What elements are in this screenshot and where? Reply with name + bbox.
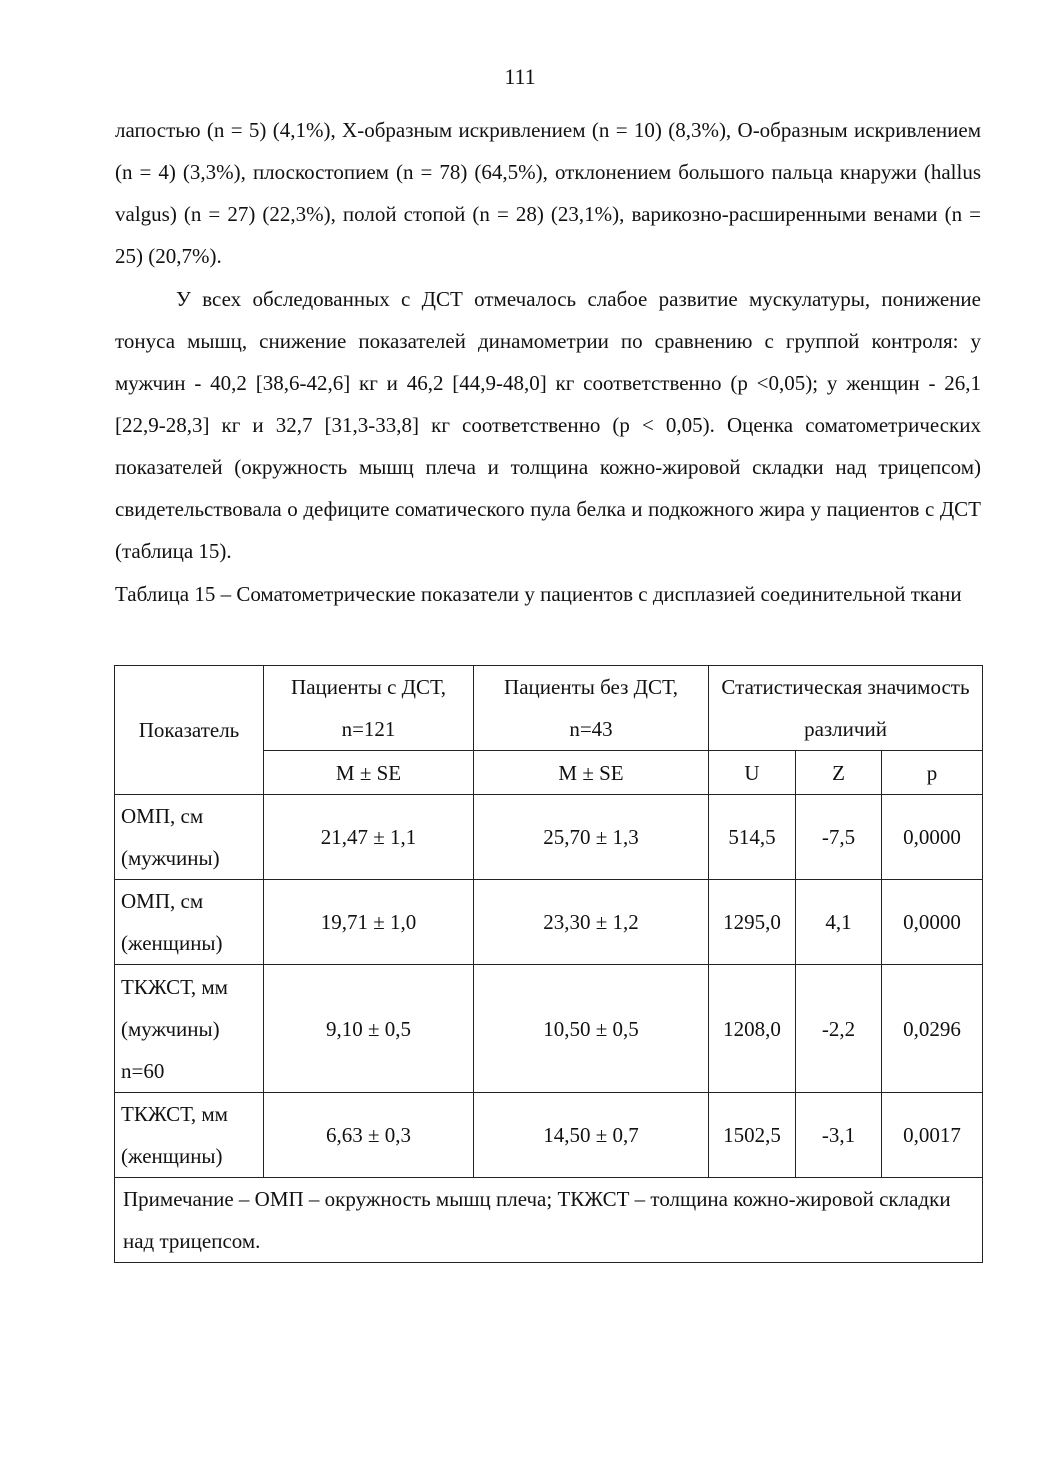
row-label: ТКЖСТ, мм (женщины) <box>115 1093 264 1178</box>
table-row <box>115 795 983 880</box>
cell-p: 0,0017 <box>882 1093 983 1178</box>
header-mse-no-dst: M ± SE <box>474 751 709 795</box>
cell-z: -2,2 <box>796 965 882 1093</box>
header-indicator: Показатель <box>115 666 264 795</box>
page-number: 111 <box>504 64 536 89</box>
header-u: U <box>709 751 796 795</box>
table-note-row <box>115 1178 983 1263</box>
cell-dst: 21,47 ± 1,1 <box>264 795 474 880</box>
cell-z: -7,5 <box>796 795 882 880</box>
header-p: p <box>882 751 983 795</box>
table-caption: Таблица 15 – Соматометрические показатели у пациентов с дисплазией соединительной ткани <box>115 582 962 606</box>
table-row <box>115 1093 983 1178</box>
cell-z: -3,1 <box>796 1093 882 1178</box>
paragraph-2: У всех обследованных с ДСТ отмечалось слабое развитие мускулатуры, понижение тонуса мышц, снижение показателей динамометрии по сравнению с группой контроля: у мужчин - 40,2 [38,6-42,6] кг и 46,2 [44,9-48,0] кг соответственно (p <0,05); у женщин - 26,1 [22,9-28,3] кг и 32,7 [31,3-33,8] кг соответственно (p < 0,05). Оценка соматометрических показателей (окружность мышц плеча и толщина кожно-жировой складки над трицепсом) свидетельствовала о дефиците соматического пула белка и подкожного жира у пациентов с ДСТ (таблица 15). <box>115 287 981 563</box>
cell-dst: 6,63 ± 0,3 <box>264 1093 474 1178</box>
cell-dst: 9,10 ± 0,5 <box>264 965 474 1093</box>
header-patients-no-dst: Пациенты без ДСТ, n=43 <box>474 666 709 751</box>
table-row <box>115 880 983 965</box>
cell-p: 0,0296 <box>882 965 983 1093</box>
paragraph-1: лапостью (n = 5) (4,1%), Х-образным искривлением (n = 10) (8,3%), О-образным искривлением (n = 4) (3,3%), плоскостопием (n = 78) (64,5%), отклонением большого пальца кнаружи (hallus valgus) (n = 27) (22,3%), полой стопой (n = 28) (23,1%), варикозно-расширенными венами (n = 25) (20,7%). <box>115 118 981 268</box>
cell-u: 1295,0 <box>709 880 796 965</box>
cell-no-dst: 23,30 ± 1,2 <box>474 880 709 965</box>
table-row <box>115 965 983 1093</box>
cell-z: 4,1 <box>796 880 882 965</box>
table-header-row <box>115 666 983 751</box>
cell-dst: 19,71 ± 1,0 <box>264 880 474 965</box>
cell-no-dst: 10,50 ± 0,5 <box>474 965 709 1093</box>
cell-no-dst: 14,50 ± 0,7 <box>474 1093 709 1178</box>
cell-u: 514,5 <box>709 795 796 880</box>
cell-u: 1502,5 <box>709 1093 796 1178</box>
header-mse-dst: M ± SE <box>264 751 474 795</box>
row-label: ОМП, см (женщины) <box>115 880 264 965</box>
header-statistical-significance: Статистическая значимость различий <box>709 666 983 751</box>
header-patients-dst: Пациенты с ДСТ, n=121 <box>264 666 474 751</box>
cell-p: 0,0000 <box>882 880 983 965</box>
cell-no-dst: 25,70 ± 1,3 <box>474 795 709 880</box>
row-label: ОМП, см (мужчины) <box>115 795 264 880</box>
table-note: Примечание – ОМП – окружность мышц плеча; ТКЖСТ – толщина кожно-жировой складки над трицепсом. <box>115 1178 983 1263</box>
cell-p: 0,0000 <box>882 795 983 880</box>
cell-u: 1208,0 <box>709 965 796 1093</box>
header-z: Z <box>796 751 882 795</box>
row-label: ТКЖСТ, мм (мужчины) n=60 <box>115 965 264 1093</box>
somatometric-table <box>114 665 983 1263</box>
